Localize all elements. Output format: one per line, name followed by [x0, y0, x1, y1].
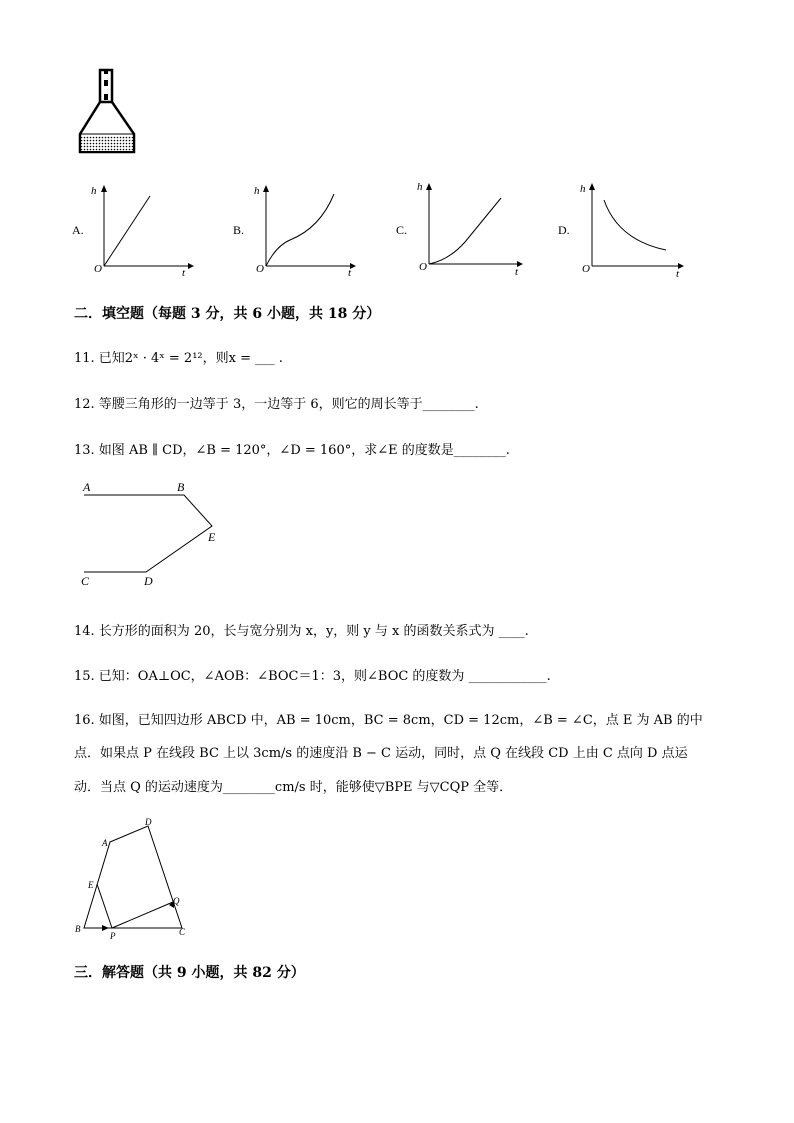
graph-b-curve [266, 194, 334, 266]
graph-option-a [88, 180, 196, 278]
option-d-label: D. [558, 223, 570, 237]
axis-t-label: t [348, 267, 352, 278]
axis-h-label: h [580, 183, 586, 195]
question-16-line-2: 点．如果点 P 在线段 BC 上以 3cm/s 的速度沿 B − C 运动，同时，点 Q 在线段 CD 上由 C 点向 D 点运 [74, 746, 688, 761]
graph-option-b [250, 180, 358, 278]
question-16-line-3: 动．当点 Q 的运动速度为________cm/s 时，能够使▽BPE 与▽CQP 全等． [74, 780, 513, 795]
graph-option-c [413, 176, 525, 276]
question-14: 14. 长方形的面积为 20，长与宽分别为 x，y，则 y 与 x 的函数关系式为 ____. [74, 624, 529, 639]
axis-t-label: t [182, 267, 186, 278]
fig13-label-e: E [208, 530, 216, 544]
origin-label: O [582, 263, 590, 275]
fig13-label-b: B [177, 480, 185, 494]
question-16-line-1: 16. 如图，已知四边形 ABCD 中，AB = 10cm，BC = 8cm，CD = 12cm，∠B = ∠C，点 E 为 AB 的中 [74, 713, 703, 728]
question-13: 13. 如图 AB ∥ CD，∠B = 120°，∠D = 160°，求∠E 的度数是________. [74, 443, 510, 458]
axis-h-label: h [417, 181, 423, 193]
option-b-label: B. [233, 223, 245, 237]
fig13-label-d: D [144, 574, 153, 588]
fig16-label-e: E [88, 880, 94, 890]
section-2-heading: 二．填空题（每题 3 分，共 6 小题，共 18 分） [74, 306, 381, 322]
figure-16 [72, 815, 197, 943]
graph-option-d [576, 178, 686, 278]
fig16-label-p: P [110, 931, 116, 941]
graph-a-curve [104, 196, 150, 266]
section-3-heading: 三．解答题（共 9 小题，共 82 分） [74, 965, 305, 981]
fig13-label-c: C [81, 574, 90, 588]
fig16-label-q: Q [173, 896, 180, 906]
question-11: 11. 已知2ˣ · 4ˣ = 2¹²，则x = ___ . [74, 351, 283, 366]
option-a-label: A. [72, 223, 84, 237]
axis-t-label: t [676, 268, 680, 278]
figure-13 [74, 478, 234, 590]
option-c-label: C. [396, 223, 408, 237]
question-12: 12. 等腰三角形的一边等于 3，一边等于 6，则它的周长等于________. [74, 397, 479, 412]
fig16-label-a: A [102, 838, 108, 848]
axis-h-label: h [254, 185, 260, 197]
origin-label: O [256, 263, 264, 275]
fig16-label-b: B [75, 924, 81, 934]
fig16-label-c: C [179, 927, 186, 937]
fig16-label-d: D [145, 817, 152, 827]
fig13-label-a: A [83, 480, 91, 494]
graph-c-curve [429, 198, 501, 264]
axis-h-label: h [91, 185, 97, 197]
container-figure [74, 64, 140, 156]
axis-t-label: t [515, 266, 519, 276]
origin-label: O [419, 261, 427, 273]
graph-d-curve [604, 200, 666, 250]
question-15: 15. 已知：OA⊥OC，∠AOB：∠BOC＝1：3，则∠BOC 的度数为 ____________. [74, 669, 551, 684]
origin-label: O [94, 263, 102, 275]
